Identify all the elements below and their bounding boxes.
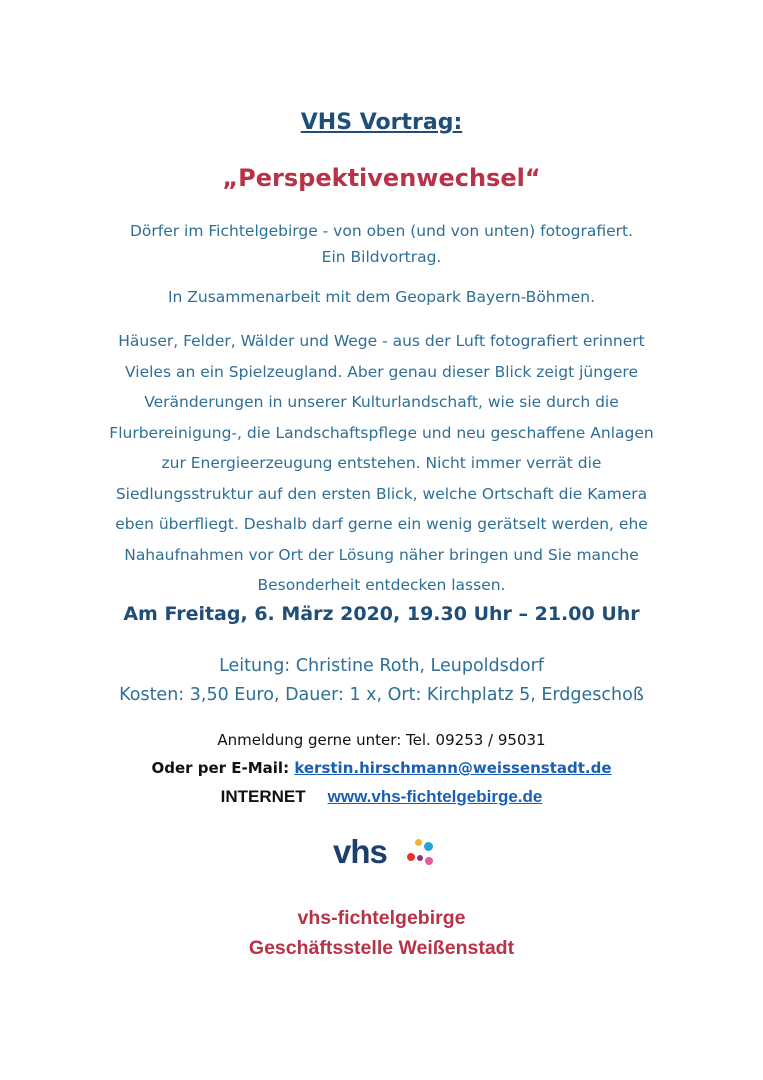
event-leitung: Leitung: Christine Roth, Leupoldsdorf [219, 656, 544, 676]
website-link[interactable]: www.vhs-fichtelgebirge.de [327, 787, 543, 806]
description-line: zur Energieerzeugung entstehen. Nicht immer verrät die [161, 454, 602, 472]
event-details-block [0, 652, 763, 710]
description-line: Besonderheit entdecken lassen. [257, 576, 506, 594]
intro-block [0, 218, 763, 270]
description-paragraph [60, 326, 703, 601]
email-label: Oder per E-Mail: [151, 759, 290, 777]
description-line: Siedlungsstruktur auf den ersten Blick, welche Ortschaft die Kamera [115, 484, 648, 503]
flyer-subtitle: „Perspektivenwechsel“ [222, 164, 541, 192]
event-date: Am Freitag, 6. März 2020, 19.30 Uhr – 21.00 Uhr [123, 603, 640, 625]
logo-dot-pink [425, 857, 433, 865]
registration-phone: Anmeldung gerne unter: Tel. 09253 / 95031 [217, 731, 546, 749]
logo-dot-purple [417, 855, 423, 861]
description-line: Nahaufnahmen vor Ort der Lösung näher bringen und Sie manche [124, 545, 639, 564]
email-link[interactable]: kerstin.hirschmann@weissenstadt.de [294, 759, 612, 777]
flyer-title: VHS Vortrag: [300, 110, 463, 135]
logo-dot-yellow [415, 839, 422, 846]
organization-name: vhs-fichtelgebirge [297, 907, 466, 929]
event-cost-location: Kosten: 3,50 Euro, Dauer: 1 x, Ort: Kirchplatz 5, Erdgeschoß [119, 685, 644, 705]
description-line: eben überfliegt. Deshalb darf gerne ein wenig gerätselt werden, ehe [115, 515, 648, 533]
intro-line-1: Dörfer im Fichtelgebirge - von oben (und von unten) fotografiert. [129, 222, 634, 240]
internet-line [0, 787, 763, 807]
cooperation-note: In Zusammenarbeit mit dem Geopark Bayern-Böhmen. [167, 288, 596, 306]
description-line: Veränderungen in unserer Kulturlandschaft, wie sie durch die [144, 393, 619, 411]
registration-email-line [0, 759, 763, 777]
vhs-logo [333, 833, 443, 877]
logo-dot-red [407, 853, 415, 861]
description-line: Vieles an ein Spielzeugland. Aber genau dieser Blick zeigt jüngere [125, 362, 638, 381]
description-line: Flurbereinigung-, die Landschaftspflege und neu geschaffene Anlagen [109, 423, 654, 442]
intro-line-2: Ein Bildvortrag. [321, 248, 442, 266]
description-line: Häuser, Felder, Wälder und Wege - aus der Luft fotografiert erinnert [118, 332, 645, 350]
logo-dot-blue [424, 842, 433, 851]
internet-label: INTERNET [220, 787, 306, 806]
office-name: Geschäftsstelle Weißenstadt [248, 937, 515, 959]
vhs-logo-text: vhs [333, 833, 387, 870]
